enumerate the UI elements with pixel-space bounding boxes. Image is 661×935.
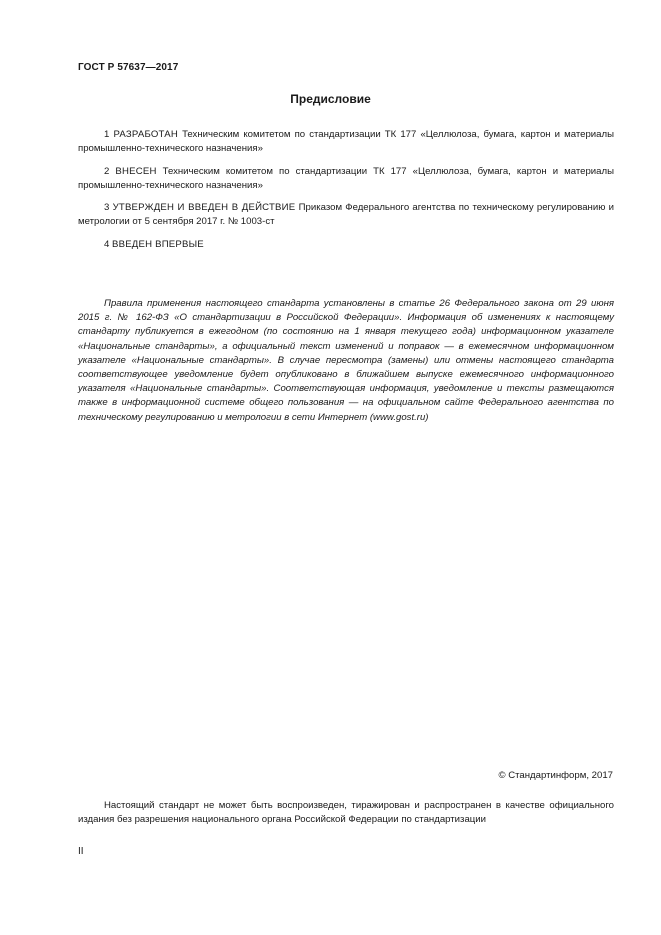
preface-item-lead: РАЗРАБОТАН (113, 129, 178, 140)
preface-item-1 (78, 128, 614, 155)
preface-item-text: Приказом Федерального агентства по техническому регулированию и метрологии от 5 сентября 2017 г. № 1003-ст (78, 202, 615, 227)
document-code: ГОСТ Р 57637—2017 (78, 62, 179, 73)
preface-item-2 (78, 165, 614, 192)
copyright: © Стандартинформ, 2017 (498, 770, 613, 781)
preface-item-number: 1 (104, 129, 110, 140)
preface-item-lead: ВНЕСЕН (115, 166, 157, 177)
preface-item-3 (78, 201, 614, 228)
preface-title: Предисловие (290, 92, 371, 106)
publication-notice: Правила применения настоящего стандарта установлены в статье 26 Федерального закона от 29 июня 2015 г. № 162-ФЗ «О стандартизации в Российской Федерации». Информация об изменениях к настоящему стандарту публикуется в ежегодном (по состоянию на 1 января текущего года) информационном указателе «Национальные стандарты», а официальный текст изменений и поправок — в ежемесячном информационном указателе «Национальные стандарты». В случае пересмотра (замены) или отмены настоящего стандарта соответствующее уведомление будет опубликовано в ближайшем выпуске ежемесячного информационного указателя «Национальные стандарты». Соответствующая информация, уведомление и тексты размещаются также в информационной системе общего пользования — на официальном сайте Федерального агентства по техническому регулированию и метрологии в сети Интернет (www.gost.ru) (78, 298, 614, 423)
preface-item-lead: ВВЕДЕН ВПЕРВЫЕ (112, 239, 204, 250)
preface-item-number: 2 (104, 166, 110, 177)
preface-item-text: Техническим комитетом по стандартизации ТК 177 «Целлюлоза, бумага, картон и материалы промышленно-технического назначения» (78, 166, 614, 191)
preface-item-number: 3 (104, 202, 110, 213)
page-number: II (78, 846, 84, 857)
preface-item-4 (78, 238, 614, 252)
preface-item-text: Техническим комитетом по стандартизации ТК 177 «Целлюлоза, бумага, картон и материалы промышленно-технического назначения» (78, 129, 615, 154)
preface-item-number: 4 (104, 239, 110, 250)
preface-item-lead: УТВЕРЖДЕН И ВВЕДЕН В ДЕЙСТВИЕ (112, 202, 296, 213)
reproduction-notice: Настоящий стандарт не может быть воспроизведен, тиражирован и распространен в качестве официального издания без разрешения национального органа Российской Федерации по стандартизации (78, 800, 614, 825)
